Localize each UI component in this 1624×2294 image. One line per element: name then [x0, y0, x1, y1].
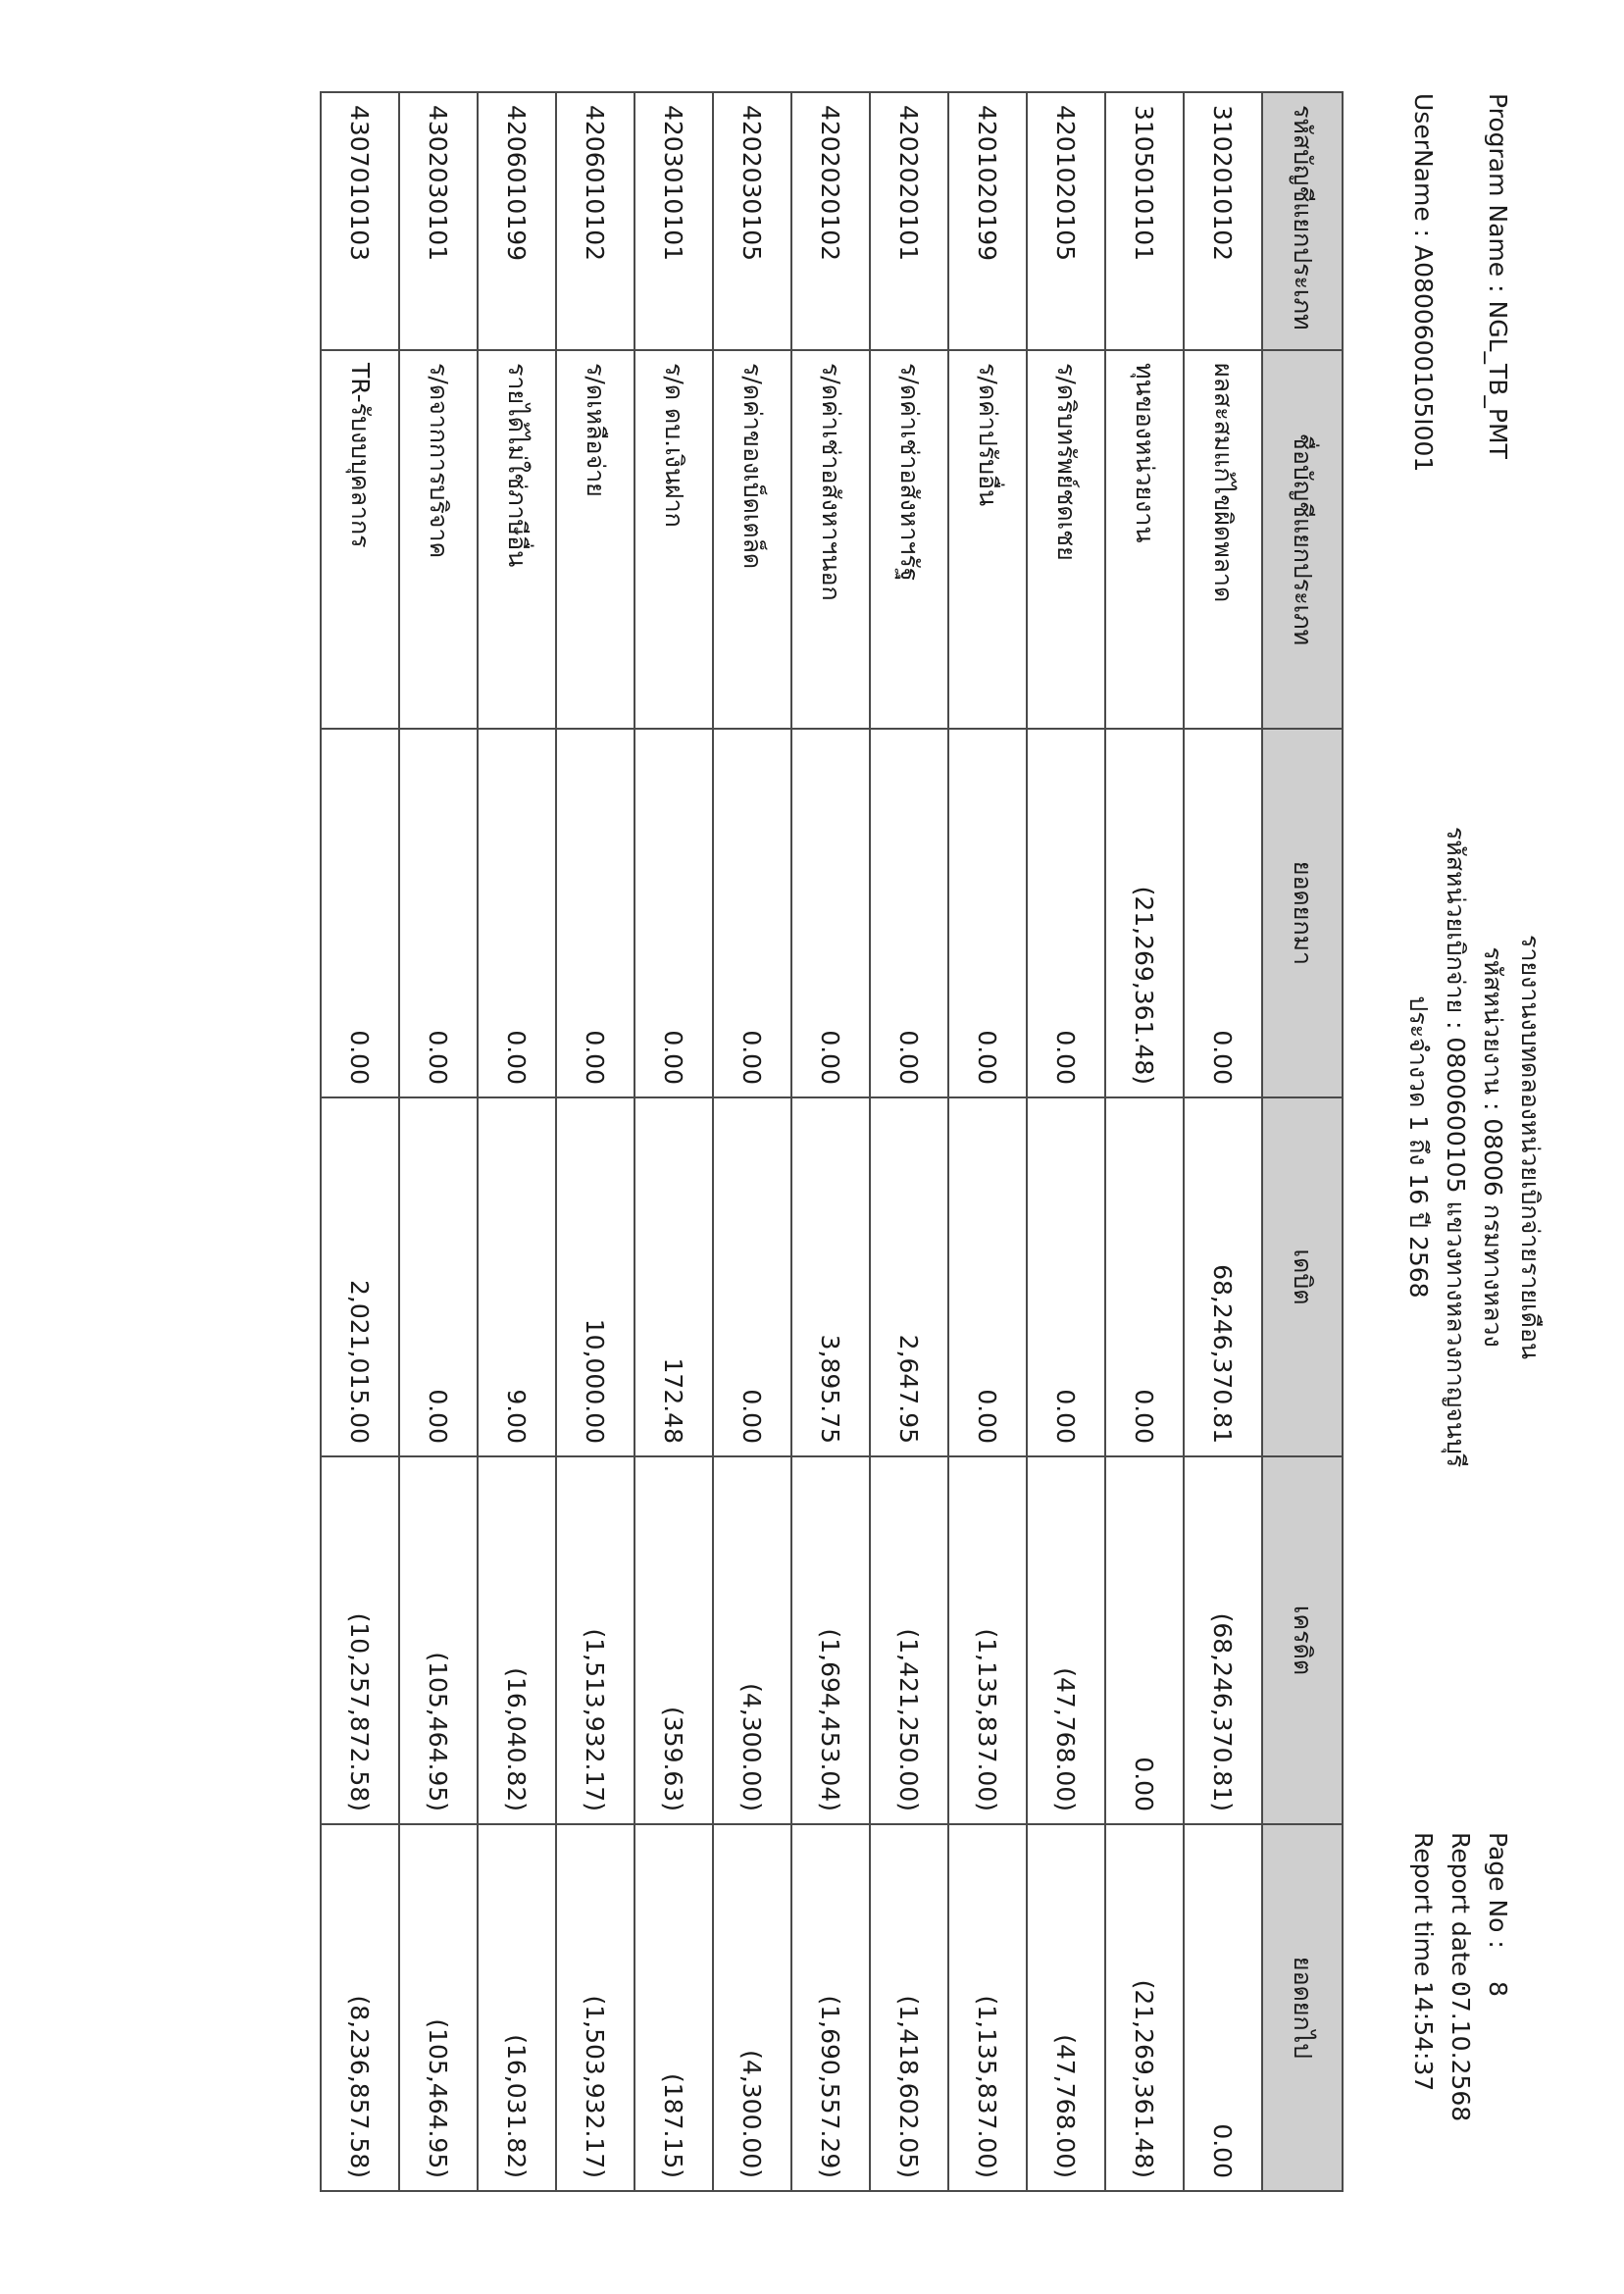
brought-forward: 0.00: [1027, 729, 1105, 1097]
credit: (1,513,932.17): [556, 1456, 634, 1824]
debit: 0.00: [948, 1097, 1027, 1456]
table-row: [321, 92, 399, 2191]
col-header-credit: เครดิต: [1262, 1456, 1343, 1824]
credit: (1,694,453.04): [791, 1456, 870, 1824]
debit: 68,246,370.81: [1184, 1097, 1262, 1456]
debit: 0.00: [1027, 1097, 1105, 1456]
credit: (105,464.95): [399, 1456, 478, 1824]
credit: (16,040.82): [478, 1456, 556, 1824]
account-code: 4206010102: [556, 92, 634, 350]
report-time-label: Report time :: [1409, 1832, 1438, 1993]
account-code: 4206010199: [478, 92, 556, 350]
table-row: [399, 92, 478, 2191]
debit: 0.00: [1105, 1097, 1184, 1456]
debit: 0.00: [399, 1097, 478, 1456]
credit: (10,257,872.58): [321, 1456, 399, 1824]
debit: 3,895.75: [791, 1097, 870, 1456]
table-row: [1105, 92, 1184, 2191]
account-code: 4203010101: [634, 92, 713, 350]
carried-forward: (1,418,602.05): [870, 1824, 948, 2191]
page-number: [1484, 1832, 1512, 1997]
carried-forward: (8,236,857.58): [321, 1824, 399, 2191]
account-name: ร/ดค่าเช่าอสังหาฯรัฐ: [870, 350, 948, 729]
table-row: [1184, 92, 1262, 2191]
page-no-label: Page No :: [1484, 1832, 1512, 1949]
carried-forward: (187.15): [634, 1824, 713, 2191]
col-header-brought-forward: ยอดยกมา: [1262, 729, 1343, 1097]
table-header-row: [1262, 92, 1343, 2191]
disbursing-unit: รหัสหน่วยเบิกจ่าย : 0800600105 แขวงทางหลวงกาญจนบุรี: [1442, 826, 1470, 1468]
report-date-label: Report date :: [1446, 1832, 1475, 1993]
carried-forward: (4,300.00): [713, 1824, 791, 2191]
carried-forward: (1,135,837.00): [948, 1824, 1027, 2191]
report-title: รายงานงบทดลองหน่วยเบิกจ่ายรายเดือน: [1516, 935, 1545, 1359]
debit: 0.00: [713, 1097, 791, 1456]
brought-forward: 0.00: [791, 729, 870, 1097]
table-row: [870, 92, 948, 2191]
debit: 10,000.00: [556, 1097, 634, 1456]
brought-forward: 0.00: [321, 729, 399, 1097]
table-row: [556, 92, 634, 2191]
carried-forward: (16,031.82): [478, 1824, 556, 2191]
table-row: [478, 92, 556, 2191]
account-code: 4202020102: [791, 92, 870, 350]
carried-forward: 0.00: [1184, 1824, 1262, 2191]
credit: (1,135,837.00): [948, 1456, 1027, 1824]
table-row: [1027, 92, 1105, 2191]
brought-forward: 0.00: [713, 729, 791, 1097]
account-name: ร/ดริบทรัพย์ชดเชย: [1027, 350, 1105, 729]
account-code: 4307010103: [321, 92, 399, 350]
credit: (47,768.00): [1027, 1456, 1105, 1824]
ledger-table: [320, 91, 1344, 2192]
account-code: 4202020101: [870, 92, 948, 350]
table-row: [634, 92, 713, 2191]
col-header-code: รหัสบัญชีแยกประเภท: [1262, 92, 1343, 350]
account-name: รายได้ไม่ใช่ภาษีอื่น: [478, 350, 556, 729]
account-name: ร/ด ดบ.เงินฝาก: [634, 350, 713, 729]
brought-forward: 0.00: [399, 729, 478, 1097]
brought-forward: 0.00: [634, 729, 713, 1097]
credit: (1,421,250.00): [870, 1456, 948, 1824]
table-row: [948, 92, 1027, 2191]
debit: 2,021,015.00: [321, 1097, 399, 1456]
credit: (4,300.00): [713, 1456, 791, 1824]
report-time: [1409, 1832, 1438, 2091]
account-name: ร/ดค่าเช่าอสังหาฯนอก: [791, 350, 870, 729]
report-period: ประจำงวด 1 ถึง 16 ปี 2568: [1404, 995, 1433, 1299]
carried-forward: (1,503,932.17): [556, 1824, 634, 2191]
account-name: ร/ดเหลือจ่าย: [556, 350, 634, 729]
carried-forward: (47,768.00): [1027, 1824, 1105, 2191]
account-name: ผลสะสมแก้ไขผิดพลาด: [1184, 350, 1262, 729]
username: UserName : A0800600105I001: [1409, 93, 1438, 473]
brought-forward: 0.00: [556, 729, 634, 1097]
table-row: [713, 92, 791, 2191]
brought-forward: 0.00: [1184, 729, 1262, 1097]
unit-code: รหัสหน่วยงาน : 08006 กรมทางหลวง: [1479, 946, 1507, 1348]
col-header-debit: เดบิต: [1262, 1097, 1343, 1456]
debit: 2,647.95: [870, 1097, 948, 1456]
report-time-value: 14:54:37: [1409, 1981, 1438, 2092]
account-name: ร/ดค่าปรับอื่น: [948, 350, 1027, 729]
account-code: 4302030101: [399, 92, 478, 350]
col-header-carried-forward: ยอดยกไป: [1262, 1824, 1343, 2191]
carried-forward: (105,464.95): [399, 1824, 478, 2191]
account-code: 4201020105: [1027, 92, 1105, 350]
account-name: ร/ดจากการบริจาค: [399, 350, 478, 729]
credit: (68,246,370.81): [1184, 1456, 1262, 1824]
report-date-value: 07.10.2568: [1446, 1981, 1475, 2122]
account-code: 3102010102: [1184, 92, 1262, 350]
brought-forward: (21,269,361.48): [1105, 729, 1184, 1097]
credit: 0.00: [1105, 1456, 1184, 1824]
account-code: 4202030105: [713, 92, 791, 350]
brought-forward: 0.00: [948, 729, 1027, 1097]
account-name: ทุนของหน่วยงาน: [1105, 350, 1184, 729]
debit: 9.00: [478, 1097, 556, 1456]
carried-forward: (1,690,557.29): [791, 1824, 870, 2191]
credit: (359.63): [634, 1456, 713, 1824]
report-date: [1446, 1832, 1475, 2121]
account-code: 4201020199: [948, 92, 1027, 350]
brought-forward: 0.00: [478, 729, 556, 1097]
table-row: [791, 92, 870, 2191]
account-name: TR-รับงบบุคลากร: [321, 350, 399, 729]
col-header-name: ชื่อบัญชีแยกประเภท: [1262, 350, 1343, 729]
debit: 172.48: [634, 1097, 713, 1456]
account-name: ร/ดค่าของเบ็ดเตล็ด: [713, 350, 791, 729]
account-code: 3105010101: [1105, 92, 1184, 350]
carried-forward: (21,269,361.48): [1105, 1824, 1184, 2191]
page-no-value: 8: [1484, 1981, 1512, 1997]
brought-forward: 0.00: [870, 729, 948, 1097]
program-name: Program Name : NGL_TB_PMT: [1484, 93, 1512, 459]
